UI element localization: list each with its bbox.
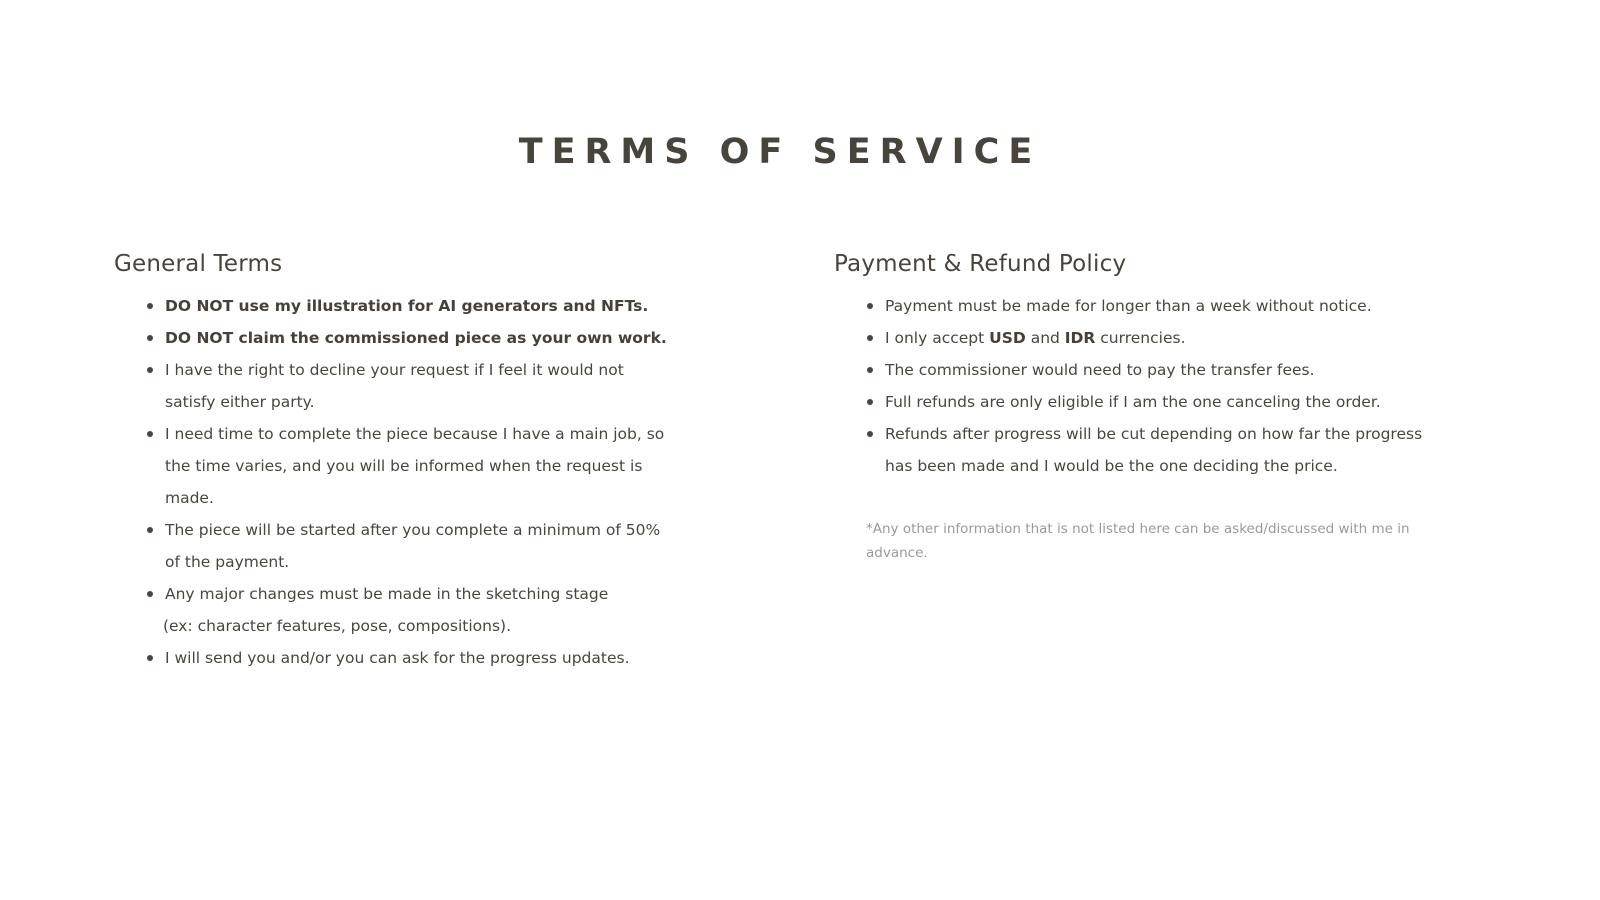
general-term-progress-updates: I will send you and/or you can ask for the progress updates.: [114, 642, 694, 674]
general-term-time-needed: I need time to complete the piece because I have a main job, so the time varies, and you will be informed when the request is made.: [114, 418, 665, 514]
payment-refund-list: [834, 290, 1474, 482]
page-title: TERMS OF SERVICE: [518, 132, 1042, 172]
currency-idr: IDR: [1064, 329, 1096, 347]
general-terms-section: [114, 251, 694, 674]
general-terms-heading: General Terms: [114, 251, 283, 277]
major-changes-line: Any major changes must be made in the sketching stage: [165, 585, 609, 603]
general-term-claim-work: DO NOT claim the commissioned piece as your own work.: [114, 322, 694, 354]
major-changes-example: (ex: character features, pose, compositions).: [163, 617, 512, 635]
payment-refund-section: [834, 251, 1474, 565]
footnote: *Any other information that is not listed here can be asked/discussed with me in advance.: [866, 521, 1410, 561]
payment-term-timing: Payment must be made for longer than a week without notice.: [834, 290, 1474, 322]
general-term-major-changes: [114, 578, 694, 642]
currency-usd: USD: [989, 329, 1026, 347]
general-terms-list: [114, 290, 694, 674]
payment-refund-heading: Payment & Refund Policy: [834, 251, 1127, 277]
general-term-decline-right: I have the right to decline your request if I feel it would not satisfy either party.: [114, 354, 645, 418]
payment-term-full-refund: Full refunds are only eligible if I am the one canceling the order.: [834, 386, 1474, 418]
currencies-and: and: [1025, 329, 1065, 347]
currencies-prefix: I only accept: [885, 329, 990, 347]
payment-term-transfer-fees: The commissioner would need to pay the transfer fees.: [834, 354, 1474, 386]
payment-term-currencies: [834, 322, 1474, 354]
payment-term-partial-refund: Refunds after progress will be cut depending on how far the progress has been made and I would be the one deciding the price.: [834, 418, 1445, 482]
general-term-ai-nft: DO NOT use my illustration for AI generators and NFTs.: [114, 290, 694, 322]
currencies-suffix: currencies.: [1095, 329, 1186, 347]
general-term-start-after-payment: The piece will be started after you complete a minimum of 50% of the payment.: [114, 514, 670, 578]
